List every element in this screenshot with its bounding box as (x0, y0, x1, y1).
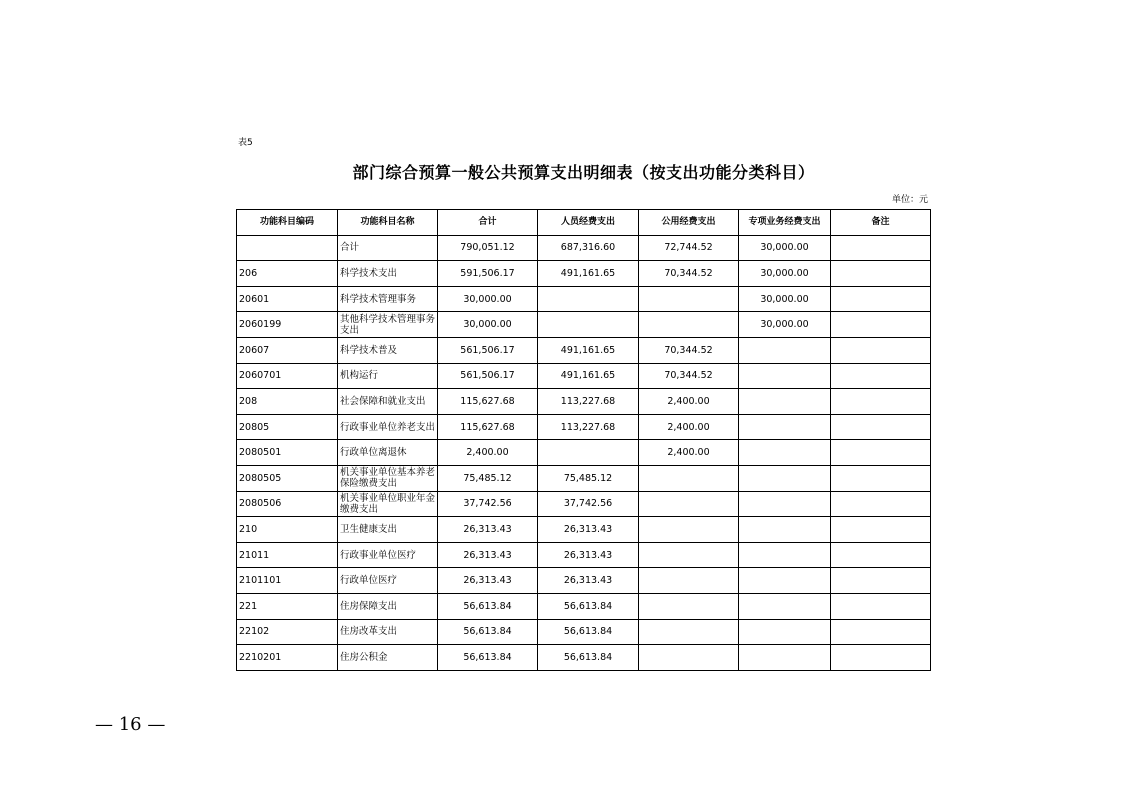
table-row (237, 440, 931, 466)
table-row (237, 312, 931, 338)
cell-remark (831, 517, 931, 543)
cell-special (739, 517, 831, 543)
cell-total: 790,051.12 (438, 235, 538, 261)
cell-code: 2060199 (237, 312, 338, 338)
header-special: 专项业务经费支出 (739, 210, 831, 236)
cell-total: 75,485.12 (438, 465, 538, 491)
cell-public (639, 593, 739, 619)
cell-special (739, 414, 831, 440)
cell-total: 37,742.56 (438, 491, 538, 517)
cell-remark (831, 389, 931, 415)
cell-name: 行政单位离退休 (338, 440, 438, 466)
cell-public (639, 568, 739, 594)
table-row (237, 337, 931, 363)
cell-remark (831, 363, 931, 389)
cell-personnel: 113,227.68 (538, 414, 639, 440)
cell-public: 72,744.52 (639, 235, 739, 261)
cell-total: 2,400.00 (438, 440, 538, 466)
cell-code: 21011 (237, 542, 338, 568)
cell-special: 30,000.00 (739, 286, 831, 312)
cell-name: 机关事业单位基本养老保险缴费支出 (338, 465, 438, 491)
cell-public (639, 542, 739, 568)
cell-code: 20607 (237, 337, 338, 363)
cell-personnel: 56,613.84 (538, 619, 639, 645)
cell-personnel: 687,316.60 (538, 235, 639, 261)
cell-remark (831, 491, 931, 517)
cell-personnel: 56,613.84 (538, 593, 639, 619)
header-code: 功能科目编码 (237, 210, 338, 236)
header-personnel: 人员经费支出 (538, 210, 639, 236)
cell-remark (831, 261, 931, 287)
cell-special: 30,000.00 (739, 312, 831, 338)
cell-code: 2080506 (237, 491, 338, 517)
cell-public (639, 286, 739, 312)
cell-code: 206 (237, 261, 338, 287)
cell-public (639, 491, 739, 517)
cell-total: 56,613.84 (438, 619, 538, 645)
cell-personnel: 491,161.65 (538, 337, 639, 363)
table-row (237, 491, 931, 517)
cell-code: 22102 (237, 619, 338, 645)
cell-name: 机构运行 (338, 363, 438, 389)
cell-special (739, 440, 831, 466)
cell-public (639, 645, 739, 671)
header-public: 公用经费支出 (639, 210, 739, 236)
table-row (237, 235, 931, 261)
cell-special (739, 593, 831, 619)
cell-special (739, 389, 831, 415)
cell-name: 科学技术普及 (338, 337, 438, 363)
cell-total: 561,506.17 (438, 337, 538, 363)
cell-personnel (538, 440, 639, 466)
cell-code: 2210201 (237, 645, 338, 671)
cell-name: 行政事业单位养老支出 (338, 414, 438, 440)
cell-remark (831, 312, 931, 338)
cell-name: 其他科学技术管理事务支出 (338, 312, 438, 338)
cell-total: 26,313.43 (438, 517, 538, 543)
page-title: 部门综合预算一般公共预算支出明细表（按支出功能分类科目） (352, 163, 815, 182)
cell-code: 210 (237, 517, 338, 543)
cell-total: 115,627.68 (438, 389, 538, 415)
cell-remark (831, 593, 931, 619)
cell-special: 30,000.00 (739, 235, 831, 261)
table-row (237, 465, 931, 491)
cell-public: 2,400.00 (639, 440, 739, 466)
table-row (237, 542, 931, 568)
cell-special (739, 542, 831, 568)
cell-remark (831, 619, 931, 645)
header-row (237, 210, 931, 236)
table-body (237, 235, 931, 670)
cell-total: 26,313.43 (438, 542, 538, 568)
cell-name: 行政单位医疗 (338, 568, 438, 594)
cell-name: 卫生健康支出 (338, 517, 438, 543)
cell-public: 70,344.52 (639, 363, 739, 389)
cell-public (639, 517, 739, 543)
cell-code: 2080501 (237, 440, 338, 466)
table-row (237, 645, 931, 671)
unit-label: 单位：元 (891, 195, 928, 205)
cell-special (739, 337, 831, 363)
cell-special (739, 363, 831, 389)
cell-total: 30,000.00 (438, 286, 538, 312)
cell-remark (831, 645, 931, 671)
cell-personnel: 26,313.43 (538, 568, 639, 594)
cell-remark (831, 414, 931, 440)
cell-personnel: 26,313.43 (538, 542, 639, 568)
cell-total: 591,506.17 (438, 261, 538, 287)
cell-total: 561,506.17 (438, 363, 538, 389)
cell-personnel: 75,485.12 (538, 465, 639, 491)
cell-personnel: 26,313.43 (538, 517, 639, 543)
cell-name: 住房改革支出 (338, 619, 438, 645)
cell-name: 机关事业单位职业年金缴费支出 (338, 491, 438, 517)
header-remark: 备注 (831, 210, 931, 236)
cell-total: 30,000.00 (438, 312, 538, 338)
cell-name: 科学技术支出 (338, 261, 438, 287)
table-label: 表5 (238, 138, 253, 148)
cell-remark (831, 235, 931, 261)
cell-remark (831, 568, 931, 594)
cell-personnel: 113,227.68 (538, 389, 639, 415)
cell-name: 合计 (338, 235, 438, 261)
cell-remark (831, 465, 931, 491)
cell-personnel: 491,161.65 (538, 261, 639, 287)
table-row (237, 286, 931, 312)
cell-code: 221 (237, 593, 338, 619)
cell-public (639, 312, 739, 338)
table-row (237, 389, 931, 415)
cell-total: 56,613.84 (438, 645, 538, 671)
cell-special (739, 645, 831, 671)
cell-code: 2080505 (237, 465, 338, 491)
cell-total: 56,613.84 (438, 593, 538, 619)
header-name: 功能科目名称 (338, 210, 438, 236)
cell-code: 2060701 (237, 363, 338, 389)
cell-personnel (538, 312, 639, 338)
cell-code: 2101101 (237, 568, 338, 594)
cell-special (739, 465, 831, 491)
cell-public (639, 619, 739, 645)
table-row (237, 261, 931, 287)
cell-name: 行政事业单位医疗 (338, 542, 438, 568)
cell-special: 30,000.00 (739, 261, 831, 287)
cell-remark (831, 440, 931, 466)
cell-code (237, 235, 338, 261)
cell-public: 2,400.00 (639, 389, 739, 415)
cell-remark (831, 542, 931, 568)
cell-code: 208 (237, 389, 338, 415)
cell-code: 20601 (237, 286, 338, 312)
cell-special (739, 491, 831, 517)
cell-name: 科学技术管理事务 (338, 286, 438, 312)
cell-total: 115,627.68 (438, 414, 538, 440)
cell-personnel: 37,742.56 (538, 491, 639, 517)
table-row (237, 593, 931, 619)
cell-name: 住房保障支出 (338, 593, 438, 619)
header-total: 合计 (438, 210, 538, 236)
cell-personnel: 56,613.84 (538, 645, 639, 671)
cell-name: 住房公积金 (338, 645, 438, 671)
cell-public (639, 465, 739, 491)
cell-remark (831, 286, 931, 312)
cell-personnel: 491,161.65 (538, 363, 639, 389)
cell-public: 70,344.52 (639, 337, 739, 363)
page-number: — 16 — (95, 714, 166, 735)
table-row (237, 517, 931, 543)
cell-code: 20805 (237, 414, 338, 440)
cell-public: 2,400.00 (639, 414, 739, 440)
cell-special (739, 619, 831, 645)
table-row (237, 363, 931, 389)
table-row (237, 568, 931, 594)
cell-public: 70,344.52 (639, 261, 739, 287)
table-row (237, 619, 931, 645)
budget-table (236, 209, 931, 671)
cell-remark (831, 337, 931, 363)
table-row (237, 414, 931, 440)
cell-special (739, 568, 831, 594)
cell-total: 26,313.43 (438, 568, 538, 594)
cell-personnel (538, 286, 639, 312)
cell-name: 社会保障和就业支出 (338, 389, 438, 415)
